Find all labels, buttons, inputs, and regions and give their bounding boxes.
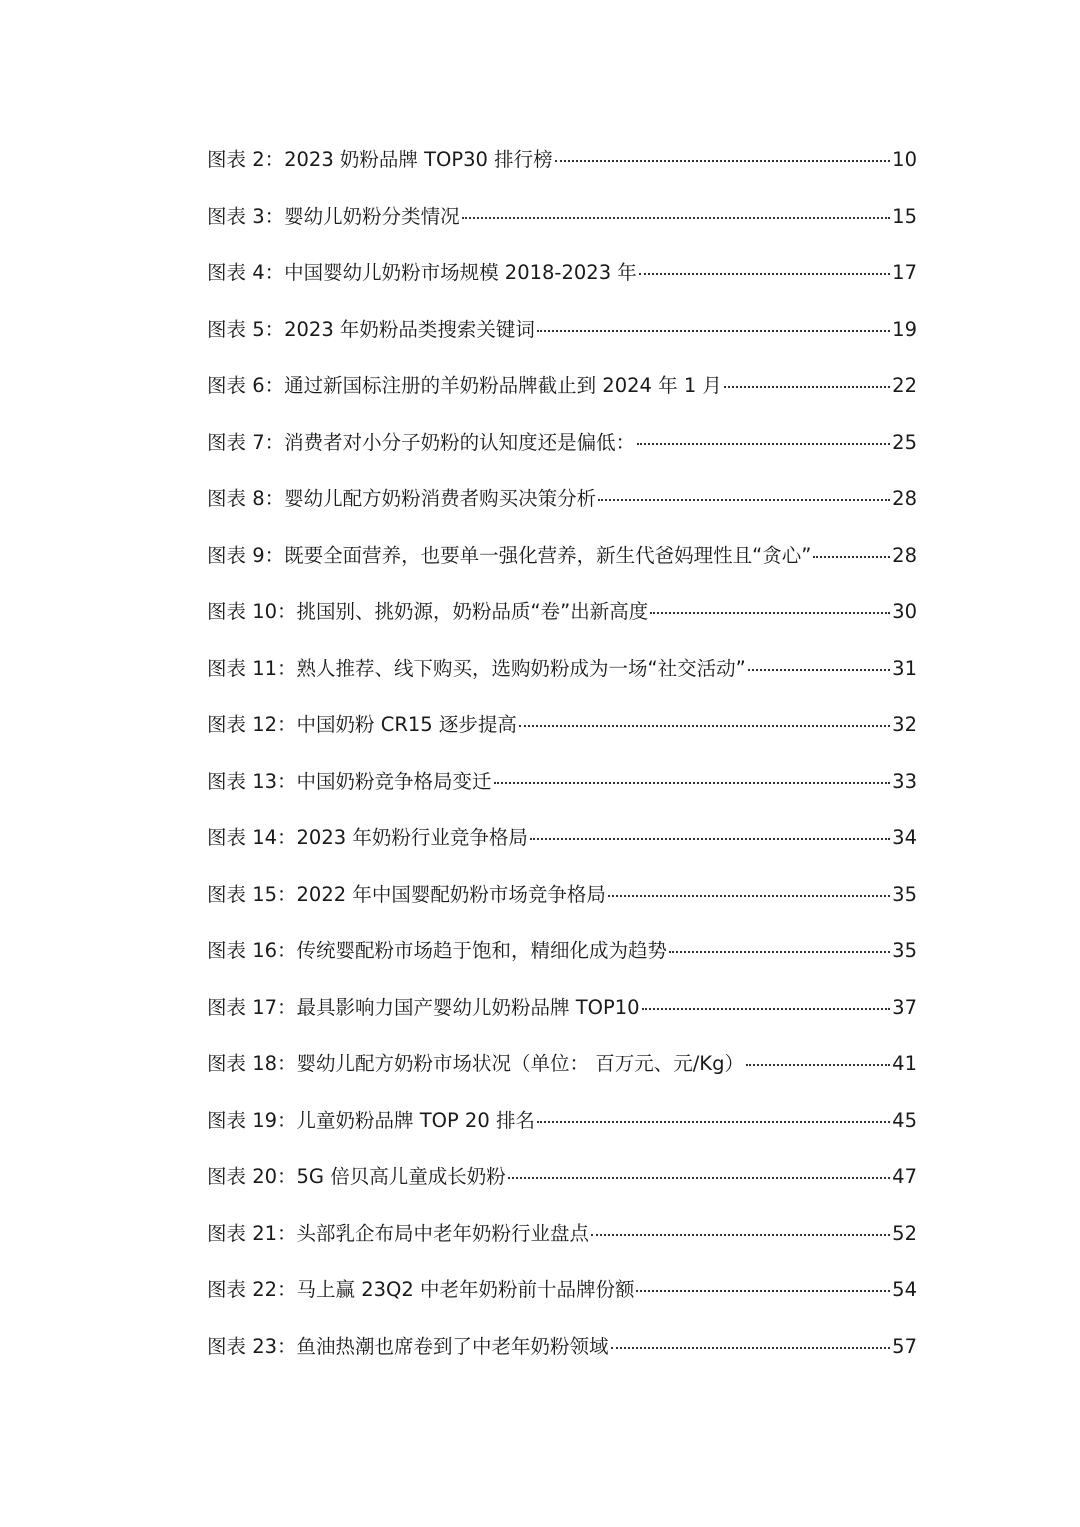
toc-entry[interactable] [207, 1214, 917, 1271]
toc-dot-leader [598, 499, 890, 501]
toc-dot-leader [494, 782, 891, 784]
toc-dot-leader [462, 217, 891, 219]
toc-entry-prefix: 图表 5： [207, 317, 285, 341]
toc-page-number: 28 [892, 543, 917, 567]
toc-entry[interactable] [207, 1327, 917, 1384]
toc-page-number: 52 [892, 1221, 917, 1245]
toc-page-number: 57 [892, 1334, 917, 1358]
toc-entry-prefix: 图表 16： [207, 939, 297, 962]
toc-page-number: 19 [892, 317, 917, 341]
toc-dot-leader [748, 669, 890, 671]
toc-entry-prefix: 图表 11： [207, 656, 297, 680]
toc-entry-title: 马上赢 23Q2 中老年奶粉前十品牌份额 [296, 1278, 635, 1301]
toc-entry-title: 消费者对小分子奶粉的认知度还是偏低： [284, 430, 636, 454]
toc-dot-leader [508, 1177, 890, 1179]
toc-dot-leader [591, 1234, 890, 1236]
toc-entry-title: 挑国别、挑奶源，奶粉品质“卷”出新高度 [296, 600, 649, 623]
toc-dot-leader [636, 1290, 890, 1292]
toc-entry-prefix: 图表 7： [207, 430, 285, 454]
toc-entry-prefix: 图表 3： [207, 204, 285, 228]
toc-entry[interactable] [207, 818, 917, 875]
toc-entry-title: 鱼油热潮也席卷到了中老年奶粉领域 [296, 1334, 609, 1358]
toc-entry[interactable] [207, 592, 917, 649]
toc-dot-leader [639, 273, 890, 275]
toc-entry[interactable] [207, 197, 917, 254]
toc-entry-prefix: 图表 12： [207, 713, 297, 736]
toc-page-number: 34 [892, 826, 917, 849]
toc-entry[interactable] [207, 649, 917, 706]
toc-entry[interactable] [207, 705, 917, 762]
toc-entry-title: 婴幼儿奶粉分类情况 [284, 204, 460, 228]
toc-page-number: 33 [892, 769, 917, 793]
toc-entry-title: 5G 倍贝高儿童成长奶粉 [296, 1165, 506, 1188]
toc-page-number: 32 [892, 713, 917, 736]
toc-entry-title: 2023 年奶粉品类搜索关键词 [284, 317, 535, 341]
toc-entry-prefix: 图表 6： [207, 374, 285, 397]
toc-entry[interactable] [207, 310, 917, 367]
toc-dot-leader [537, 330, 890, 332]
toc-entry-prefix: 图表 13： [207, 769, 297, 793]
toc-entry[interactable] [207, 140, 917, 197]
toc-entry-prefix: 图表 9： [207, 543, 285, 567]
toc-entry-title: 传统婴配粉市场趋于饱和，精细化成为趋势 [296, 939, 668, 962]
toc-entry[interactable] [207, 1270, 917, 1327]
toc-entry-prefix: 图表 14： [207, 826, 297, 849]
toc-dot-leader [724, 386, 890, 388]
toc-dot-leader [650, 612, 890, 614]
toc-entry-prefix: 图表 2： [207, 148, 285, 171]
toc-entry-prefix: 图表 20： [207, 1165, 297, 1188]
toc-page-number: 54 [892, 1278, 917, 1301]
toc-entry[interactable] [207, 762, 917, 819]
toc-entry-prefix: 图表 22： [207, 1278, 297, 1301]
toc-entry-title: 儿童奶粉品牌 TOP 20 排名 [296, 1108, 535, 1132]
toc-page-number: 35 [892, 882, 917, 906]
toc-page-number: 31 [892, 656, 917, 680]
toc-entry-title: 2023 奶粉品牌 TOP30 排行榜 [284, 148, 553, 171]
toc-entry-prefix: 图表 10： [207, 600, 297, 623]
toc-dot-leader [637, 443, 890, 445]
toc-dot-leader [642, 1008, 891, 1010]
toc-dot-leader [669, 951, 890, 953]
toc-entry-title: 头部乳企布局中老年奶粉行业盘点 [296, 1221, 590, 1245]
toc-page-number: 10 [892, 148, 917, 171]
toc-entry-prefix: 图表 19： [207, 1108, 297, 1132]
toc-entry-prefix: 图表 15： [207, 882, 297, 906]
toc-page-number: 28 [892, 487, 917, 510]
toc-entry-title: 熟人推荐、线下购买，选购奶粉成为一场“社交活动” [296, 656, 746, 680]
toc-entry[interactable] [207, 1101, 917, 1158]
toc-entry[interactable] [207, 366, 917, 423]
toc-dot-leader [537, 1121, 890, 1123]
toc-entry[interactable] [207, 423, 917, 480]
toc-entry-title: 中国婴幼儿奶粉市场规模 2018-2023 年 [284, 261, 637, 284]
toc-entry[interactable] [207, 875, 917, 932]
toc-page-number: 45 [892, 1108, 917, 1132]
toc-entry-title: 通过新国标注册的羊奶粉品牌截止到 2024 年 1 月 [284, 374, 722, 397]
toc-page-number: 22 [892, 374, 917, 397]
toc-entry-prefix: 图表 23： [207, 1334, 297, 1358]
toc-page-number: 17 [892, 261, 917, 284]
toc-entry-prefix: 图表 4： [207, 261, 285, 284]
toc-dot-leader [746, 1064, 890, 1066]
toc-entry-title: 2023 年奶粉行业竞争格局 [296, 826, 528, 849]
toc-dot-leader [555, 160, 891, 162]
toc-dot-leader [611, 1347, 891, 1349]
toc-page-number: 47 [892, 1165, 917, 1188]
toc-page-number: 41 [892, 1052, 917, 1075]
toc-entry-prefix: 图表 21： [207, 1221, 297, 1245]
toc-entry-title: 婴幼儿配方奶粉市场状况（单位： 百万元、元/Kg） [296, 1052, 744, 1075]
toc-entry[interactable] [207, 253, 917, 310]
figure-toc-list [207, 140, 917, 1383]
toc-entry-title: 2022 年中国婴配奶粉市场竞争格局 [296, 882, 606, 906]
toc-entry[interactable] [207, 988, 917, 1045]
toc-page-number: 25 [892, 430, 917, 454]
toc-page-number: 30 [892, 600, 917, 623]
toc-entry-title: 中国奶粉竞争格局变迁 [296, 769, 492, 793]
toc-entry-title: 最具影响力国产婴幼儿奶粉品牌 TOP10 [296, 995, 640, 1019]
toc-entry[interactable] [207, 536, 917, 593]
toc-page-number: 15 [892, 204, 917, 228]
toc-entry[interactable] [207, 931, 917, 988]
toc-entry-prefix: 图表 17： [207, 995, 297, 1019]
toc-dot-leader [519, 725, 890, 727]
toc-dot-leader [608, 895, 890, 897]
toc-page-number: 35 [892, 939, 917, 962]
toc-entry[interactable] [207, 1157, 917, 1214]
toc-entry[interactable] [207, 1044, 917, 1101]
toc-dot-leader [530, 838, 890, 840]
toc-entry-title: 中国奶粉 CR15 逐步提高 [296, 713, 517, 736]
toc-entry-title: 婴幼儿配方奶粉消费者购买决策分析 [284, 487, 597, 510]
toc-page-number: 37 [892, 995, 917, 1019]
toc-entry[interactable] [207, 479, 917, 536]
toc-dot-leader [813, 556, 890, 558]
toc-entry-title: 既要全面营养，也要单一强化营养，新生代爸妈理性且“贪心” [284, 543, 812, 567]
toc-entry-prefix: 图表 18： [207, 1052, 297, 1075]
toc-entry-prefix: 图表 8： [207, 487, 285, 510]
